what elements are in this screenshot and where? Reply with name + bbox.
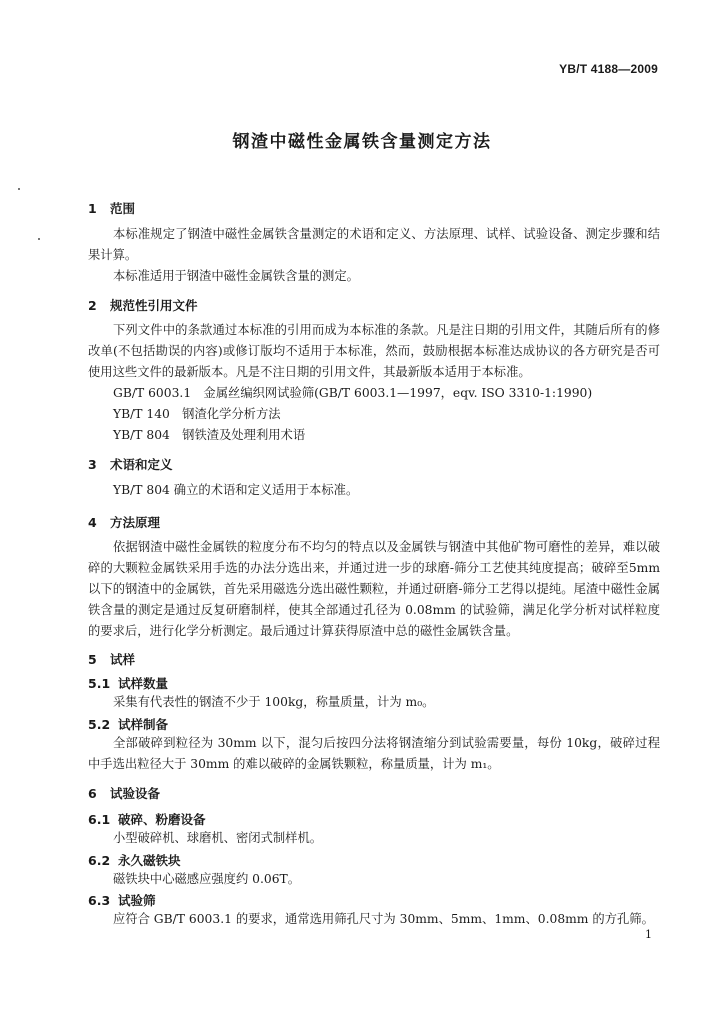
paragraph: 本标准规定了钢渣中磁性金属铁含量测定的术语和定义、方法原理、试样、试验设备、测定步骤和结果计算。 bbox=[88, 227, 660, 262]
paragraph: YB/T 804 确立的术语和定义适用于本标准。 bbox=[113, 483, 359, 497]
subsection-number: 6.3 bbox=[88, 893, 111, 908]
subsection-title: 永久磁铁块 bbox=[118, 853, 181, 868]
section-number: 6 bbox=[88, 786, 97, 801]
standard-code: YB/T 4188—2009 bbox=[559, 62, 658, 76]
paragraph: 下列文件中的条款通过本标准的引用而成为本标准的条款。凡是注日期的引用文件，其随后所有的修改单(不包括勘误的内容)或修订版均不适用于本标准，然而，鼓励根据本标准达成协议的各方研究是否可使用这些文件的最新版本。凡是不注日期的引用文件，其最新版本适用于本标准。 bbox=[88, 323, 660, 379]
reference-item: YB/T 804 钢铁渣及处理利用术语 bbox=[113, 428, 306, 442]
subsection-number: 6.2 bbox=[88, 853, 111, 868]
document-title: 钢渣中磁性金属铁含量测定方法 bbox=[232, 132, 492, 152]
section-title: 范围 bbox=[110, 201, 136, 216]
subsection-title: 试样数量 bbox=[118, 676, 169, 691]
section-title: 术语和定义 bbox=[110, 457, 173, 472]
scan-speck bbox=[38, 238, 40, 240]
subsection-number: 5.1 bbox=[88, 676, 111, 691]
section-title: 试样 bbox=[110, 652, 136, 667]
subsection-heading-6-1 bbox=[88, 810, 206, 828]
subsection-heading-6-3 bbox=[88, 891, 156, 909]
section-number: 4 bbox=[88, 515, 97, 530]
paragraph: 小型破碎机、球磨机、密闭式制样机。 bbox=[113, 831, 323, 845]
section-heading-1 bbox=[88, 199, 135, 217]
section-number: 2 bbox=[88, 298, 97, 313]
section-title: 试验设备 bbox=[110, 786, 161, 801]
subsection-number: 6.1 bbox=[88, 812, 111, 827]
paragraph: 全部破碎到粒径为 30mm 以下，混匀后按四分法将钢渣缩分到试验需要量，每份 10kg，破碎过程中手选出粒径大于 30mm 的难以破碎的金属铁颗粒，称量质量，计为 m₁。 bbox=[88, 736, 660, 771]
page-number: 1 bbox=[645, 928, 652, 941]
section-number: 5 bbox=[88, 652, 97, 667]
reference-item: YB/T 140 钢渣化学分析方法 bbox=[113, 407, 281, 421]
paragraph: 采集有代表性的钢渣不少于 100kg，称量质量，计为 m₀。 bbox=[113, 695, 435, 709]
section-heading-6 bbox=[88, 784, 160, 802]
section-number: 1 bbox=[88, 201, 97, 216]
section-heading-2 bbox=[88, 296, 198, 314]
subsection-heading-5-1 bbox=[88, 674, 168, 692]
subsection-title: 试验筛 bbox=[118, 893, 156, 908]
subsection-number: 5.2 bbox=[88, 717, 111, 732]
section-heading-3 bbox=[88, 455, 173, 473]
paragraph: 应符合 GB/T 6003.1 的要求，通常选用筛孔尺寸为 30mm、5mm、1mm、0.08mm 的方孔筛。 bbox=[113, 912, 654, 926]
reference-item: GB/T 6003.1 金属丝编织网试验筛(GB/T 6003.1—1997，eqv. ISO 3310-1:1990) bbox=[113, 386, 593, 400]
subsection-heading-6-2 bbox=[88, 851, 181, 869]
subsection-heading-5-2 bbox=[88, 715, 168, 733]
subsection-title: 试样制备 bbox=[118, 717, 169, 732]
section-title: 方法原理 bbox=[110, 515, 161, 530]
section-heading-5 bbox=[88, 650, 135, 668]
section-title: 规范性引用文件 bbox=[110, 298, 198, 313]
paragraph: 本标准适用于钢渣中磁性金属铁含量的测定。 bbox=[113, 269, 359, 283]
section-heading-4 bbox=[88, 513, 160, 531]
subsection-title: 破碎、粉磨设备 bbox=[118, 812, 206, 827]
scan-speck bbox=[18, 188, 20, 190]
section-number: 3 bbox=[88, 457, 97, 472]
paragraph: 磁铁块中心磁感应强度约 0.06T。 bbox=[113, 872, 301, 886]
paragraph: 依据钢渣中磁性金属铁的粒度分布不均匀的特点以及金属铁与钢渣中其他矿物可磨性的差异，难以破碎的大颗粒金属铁采用手选的办法分选出来，并通过进一步的球磨-筛分工艺使其纯度提高；破碎至5mm 以下的钢渣中的金属铁，首先采用磁选分选出磁性颗粒，并通过研磨-筛分工艺得以提纯。尾渣中磁性金属铁含量的测定是通过反复研磨制样，使其全部通过孔径为 0.08mm 的试验筛，满足化学分析对试样粒度的要求后，进行化学分析测定。最后通过计算获得原渣中总的磁性金属铁含量。 bbox=[88, 540, 660, 638]
